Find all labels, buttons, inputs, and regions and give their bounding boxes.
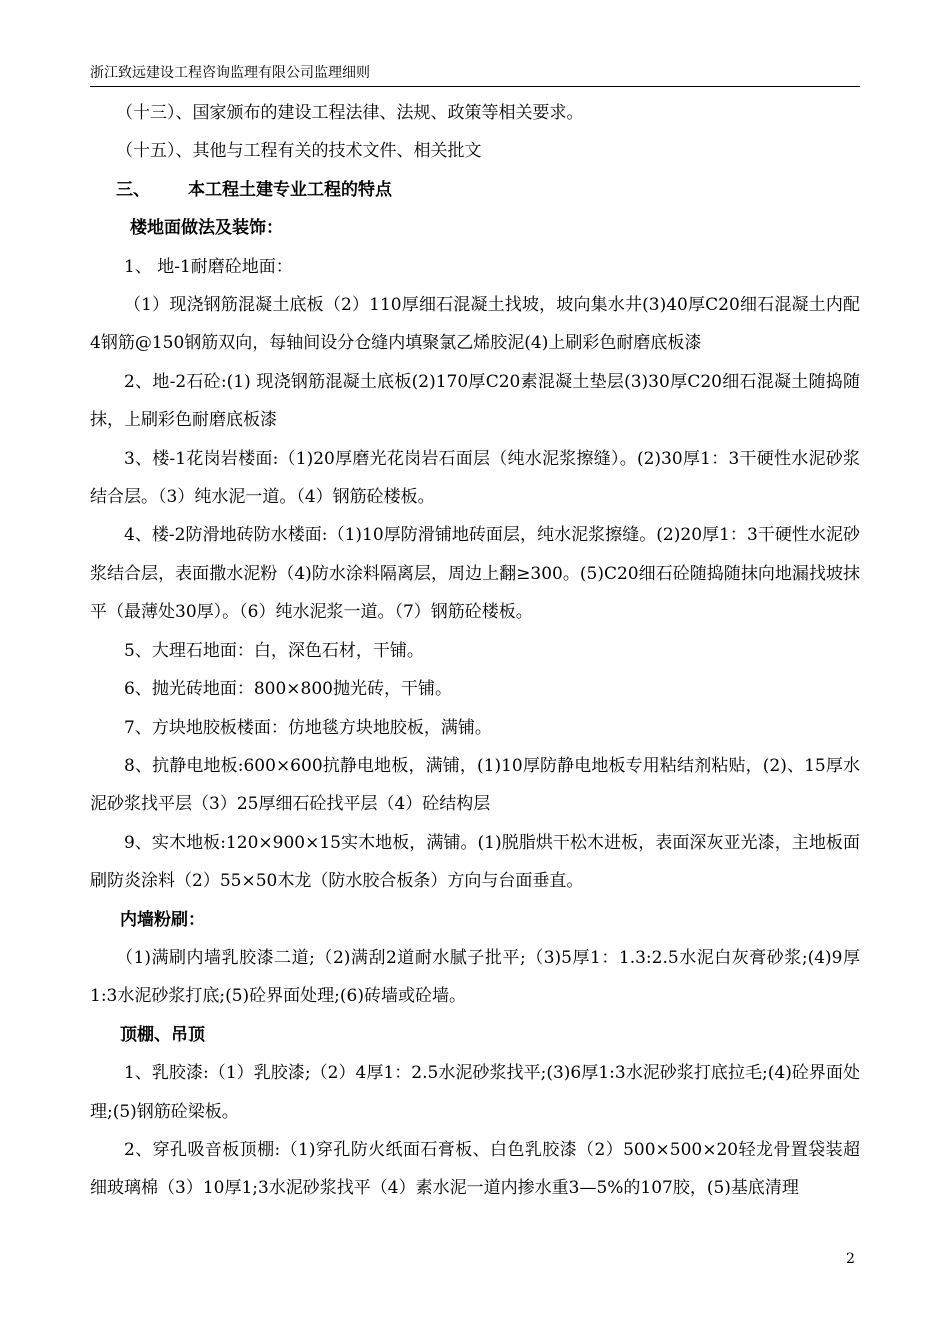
paragraph: 8、抗静电地板:600×600抗静电地板，满铺，(1)10厚防静电地板专用粘结剂粘贴，(2)、15厚水泥砂浆找平层（3）25厚细石砼找平层（4）砼结构层: [90, 755, 860, 815]
paragraph: 5、大理石地面：白，深色石材，干铺。: [124, 640, 424, 661]
paragraph: 1、乳胶漆:（1）乳胶漆;（2）4厚1：2.5水泥砂浆找平;(3)6厚1:3水泥砂浆打底拉毛;(4)砼界面处理;(5)钢筋砼梁板。: [90, 1063, 860, 1122]
section-heading: [90, 171, 860, 209]
subsection-heading: 顶棚、吊顶: [120, 1024, 205, 1045]
page-header: 浙江致远建设工程咨询监理有限公司监理细则: [90, 64, 860, 87]
paragraph: 2、穿孔吸音板顶棚:（1)穿孔防火纸面石膏板、白色乳胶漆（2）500×500×20轻龙骨置袋装超细玻璃棉（3）10厚1;3水泥砂浆找平（4）素水泥一道内掺水重3—5%的107胶，(5)基底清理: [90, 1139, 860, 1199]
paragraph: （1)满刷内墙乳胶漆二道;（2)满刮2道耐水腻子批平;（3)5厚1：1.3:2.5水泥白灰膏砂浆;(4)9厚1:3水泥砂浆打底;(5)砼界面处理;(6)砖墙或砼墙。: [90, 947, 860, 1007]
paragraph: 3、楼-1花岗岩楼面:（1)20厚磨光花岗岩石面层（纯水泥浆擦缝）。(2)30厚1：3干硬性水泥砂浆结合层。（3）纯水泥一道。（4）钢筋砼楼板。: [90, 448, 860, 508]
paragraph: 6、抛光砖地面：800×800抛光砖，干铺。: [124, 679, 452, 700]
paragraph: 2、地-2石砼:(1) 现浇钢筋混凝土底板(2)170厚C20素混凝土垫层(3)30厚C20细石混凝土随捣随抹，上刷彩色耐磨底板漆: [90, 371, 860, 431]
section-title: 本工程土建专业工程的特点: [188, 179, 392, 200]
subsection-heading: 内墙粉刷：: [120, 909, 205, 930]
paragraph: 4、楼-2防滑地砖防水楼面:（1)10厚防滑铺地砖面层，纯水泥浆擦缝。(2)20厚1：3干硬性水泥砂浆结合层，表面撒水泥粉（4)防水涂料隔离层，周边上翻≥300。(5)C20细石砼随捣随抹向地漏找坡抹平（最薄处30厚）。（6）纯水泥浆一道。（7）钢筋砼楼板。: [90, 525, 860, 623]
paragraph: 1、 地-1耐磨砼地面：: [124, 256, 293, 277]
section-number: 三、: [116, 179, 150, 200]
paragraph: 7、方块地胶板楼面：仿地毯方块地胶板，满铺。: [124, 717, 492, 738]
page-number: 2: [846, 1251, 855, 1267]
paragraph: （十五）、其他与工程有关的技术文件、相关批文: [116, 141, 482, 162]
document-body: [90, 94, 860, 1208]
paragraph: 9、实木地板:120×900×15实木地板，满铺。(1)脱脂烘干松木进板，表面深灰亚光漆，主地板面刷防炎涂料（2）55×50木龙（防水胶合板条）方向与台面垂直。: [90, 832, 860, 892]
paragraph: （1）现浇钢筋混凝土底板（2）110厚细石混凝土找坡，坡向集水井(3)40厚C20细石混凝土内配4钢筋@150钢筋双向，每轴间设分仓缝内填聚氯乙烯胶泥(4)上刷彩色耐磨底板漆: [90, 295, 860, 354]
paragraph: （十三）、国家颁布的建设工程法律、法规、政策等相关要求。: [116, 103, 584, 123]
subsection-heading: 楼地面做法及装饰：: [130, 218, 283, 239]
